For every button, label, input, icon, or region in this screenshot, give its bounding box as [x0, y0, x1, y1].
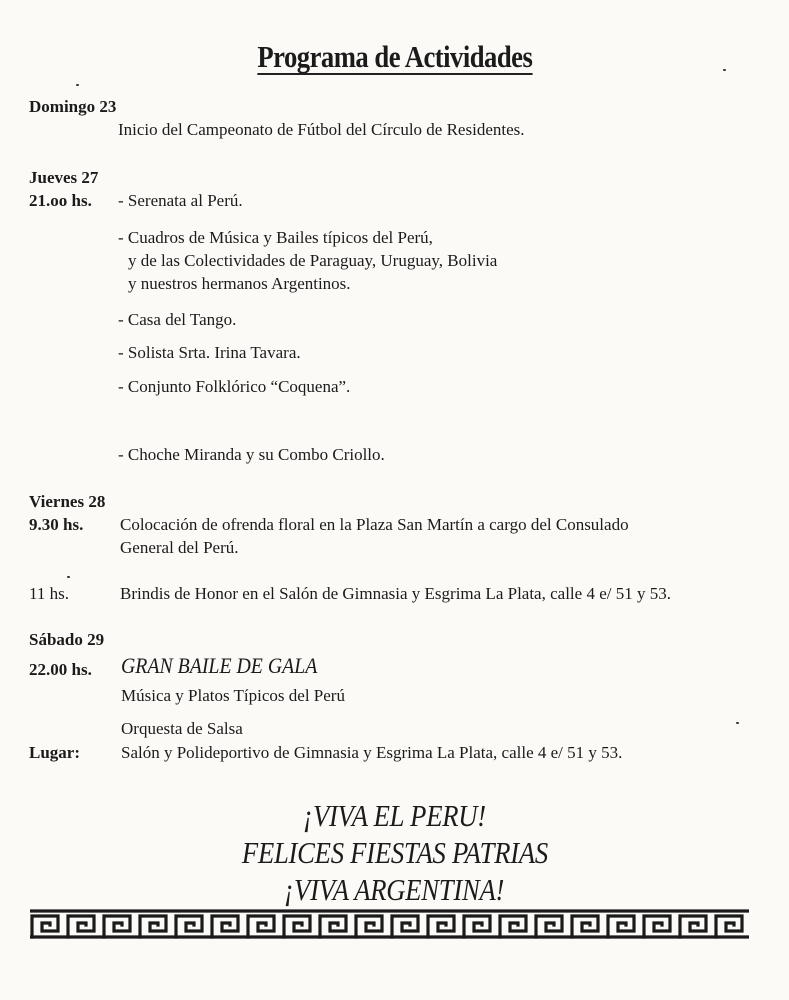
closing-line: FELICES FIESTAS PATRIAS: [241, 835, 548, 870]
scan-speck: [736, 722, 739, 724]
greek-key-motif: [356, 916, 382, 937]
day-heading-jueves: Jueves 27: [29, 168, 99, 187]
jueves-item: - Solista Srta. Irina Tavara.: [118, 343, 301, 362]
greek-key-motif: [392, 916, 418, 937]
viernes-item-1-line-1: Colocación de ofrenda floral en la Plaza San Martín a cargo del Consulado: [120, 515, 629, 534]
day-heading-sabado: Sábado 29: [29, 630, 105, 649]
viernes-time-2: 11 hs.: [29, 584, 69, 603]
closing-line: ¡VIVA ARGENTINA!: [284, 872, 505, 907]
greek-key-motif: [320, 916, 346, 937]
jueves-item: - Serenata al Perú.: [118, 191, 243, 210]
sabado-line-1: Música y Platos Típicos del Perú: [121, 686, 345, 705]
domingo-item: Inicio del Campeonato de Fútbol del Círculo de Residentes.: [118, 120, 525, 139]
place-label: Lugar:: [29, 743, 80, 762]
page-title: Programa de Actividades: [257, 39, 532, 74]
place-value: Salón y Polideportivo de Gimnasia y Esgrima La Plata, calle 4 e/ 51 y 53.: [121, 743, 623, 762]
closing-line: ¡VIVA EL PERU!: [303, 798, 486, 833]
greek-key-motif: [104, 916, 130, 937]
scan-speck: [67, 576, 70, 578]
jueves-time: 21.oo hs.: [29, 191, 92, 210]
viernes-time-1: 9.30 hs.: [29, 515, 84, 534]
sabado-line-2: Orquesta de Salsa: [121, 719, 243, 738]
greek-key-motif: [212, 916, 238, 937]
greek-key-motif: [680, 916, 706, 937]
greek-key-motif: [428, 916, 454, 937]
scan-speck: [76, 84, 79, 86]
viernes-item-2: Brindis de Honor en el Salón de Gimnasia y Esgrima La Plata, calle 4 e/ 51 y 53.: [120, 584, 671, 603]
greek-key-motif: [608, 916, 634, 937]
greek-key-motif: [464, 916, 490, 937]
day-heading-domingo: Domingo 23: [29, 97, 117, 116]
jueves-item: - Cuadros de Música y Bailes típicos del Perú,: [118, 228, 433, 247]
viernes-item-1-line-2: General del Perú.: [120, 538, 239, 557]
greek-key-motif: [284, 916, 310, 937]
greek-key-motif: [716, 916, 742, 937]
greek-key-motif: [248, 916, 274, 937]
jueves-item: - Casa del Tango.: [118, 310, 237, 329]
greek-key-motif: [536, 916, 562, 937]
jueves-item: - Choche Miranda y su Combo Criollo.: [118, 445, 385, 464]
greek-key-motif: [500, 916, 526, 937]
greek-key-motif: [572, 916, 598, 937]
jueves-item: y nuestros hermanos Argentinos.: [128, 274, 351, 293]
greek-key-motif: [68, 916, 94, 937]
greek-key-motif: [32, 916, 58, 937]
greek-key-motif: [176, 916, 202, 937]
jueves-item: - Conjunto Folklórico “Coquena”.: [118, 377, 351, 396]
greek-key-motif: [140, 916, 166, 937]
jueves-item: y de las Colectividades de Paraguay, Uruguay, Bolivia: [128, 251, 498, 270]
greek-key-border: [30, 907, 749, 941]
scan-speck: [723, 69, 726, 71]
day-heading-viernes: Viernes 28: [29, 492, 106, 511]
greek-key-motif: [644, 916, 670, 937]
gala-event-title: GRAN BAILE DE GALA: [121, 653, 318, 678]
sabado-time: 22.00 hs.: [29, 660, 92, 679]
